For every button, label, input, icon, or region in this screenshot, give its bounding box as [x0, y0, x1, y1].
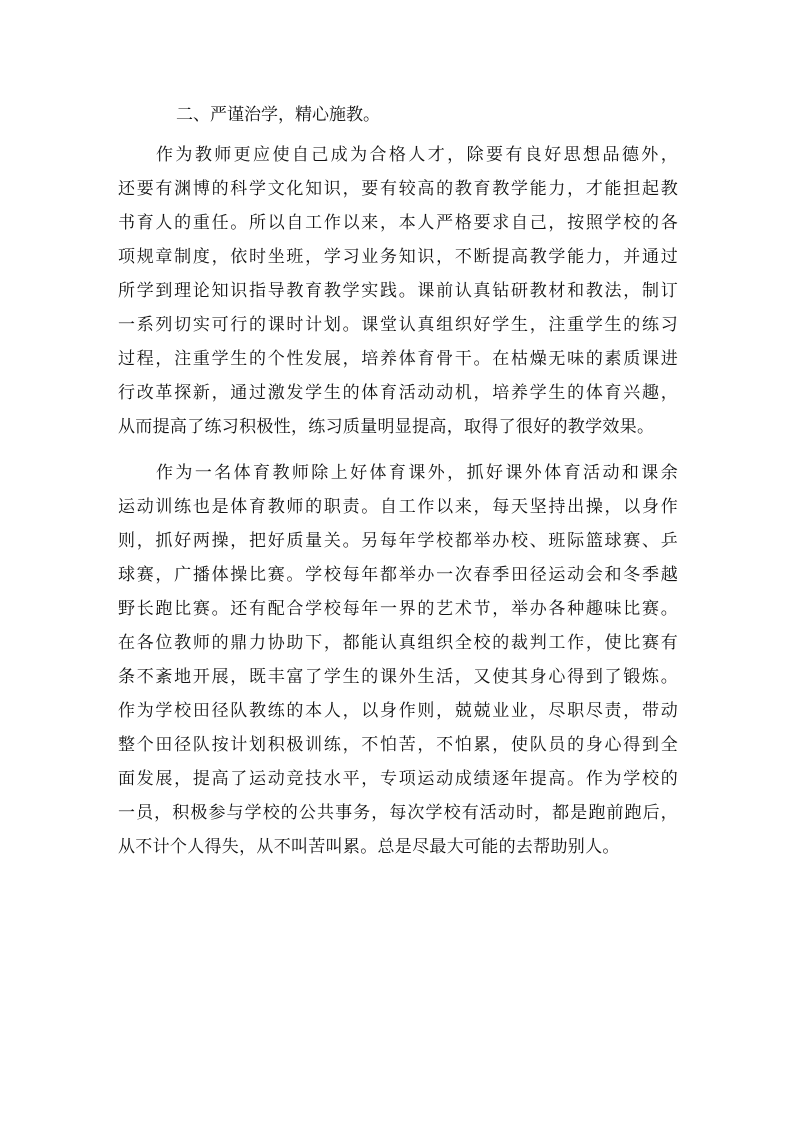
- paragraph-line: 一员，积极参与学校的公共事务，每次学校有活动时，都是跑前跑后，: [118, 803, 678, 823]
- paragraph-line: 运动训练也是体育教师的职责。自工作以来，每天坚持出操，以身作: [118, 497, 678, 517]
- paragraph-line: 还要有渊博的科学文化知识，要有较高的教育教学能力，才能担起教: [118, 179, 678, 199]
- paragraph-line: 在各位教师的鼎力协助下，都能认真组织全校的裁判工作，使比赛有: [118, 633, 678, 653]
- paragraph-line: 作为学校田径队教练的本人，以身作则，兢兢业业，尽职尽责，带动: [118, 701, 678, 721]
- paragraph-line: 过程，注重学生的个性发展，培养体育骨干。在枯燥无味的素质课进: [118, 349, 678, 369]
- paragraph-line: 行改革探新，通过激发学生的体育活动动机，培养学生的体育兴趣，: [118, 383, 678, 403]
- paragraph-line: 项规章制度，依时坐班，学习业务知识，不断提高教学能力，并通过: [118, 247, 678, 267]
- paragraph-line: 作为一名体育教师除上好体育课外，抓好课外体育活动和课余: [156, 463, 678, 483]
- document-body: [118, 98, 678, 864]
- section-heading: 二、严谨治学，精心施教。: [176, 105, 380, 125]
- paragraph-line: 野长跑比赛。还有配合学校每年一界的艺术节，举办各种趣味比赛。: [118, 599, 678, 619]
- paragraph-line: 则，抓好两操，把好质量关。另每年学校都举办校、班际篮球赛、乒: [118, 531, 678, 551]
- spacer: [118, 444, 678, 456]
- paragraph-line: 球赛，广播体操比赛。学校每年都举办一次春季田径运动会和冬季越: [118, 565, 678, 585]
- paragraph-2: [118, 456, 678, 864]
- paragraph-1: [118, 138, 678, 444]
- paragraph-line: 面发展，提高了运动竞技水平，专项运动成绩逐年提高。作为学校的: [118, 769, 678, 789]
- paragraph-line: 一系列切实可行的课时计划。课堂认真组织好学生，注重学生的练习: [118, 315, 678, 335]
- paragraph-line: 从而提高了练习积极性，练习质量明显提高，取得了很好的教学效果。: [118, 417, 655, 437]
- paragraph-line: 整个田径队按计划积极训练，不怕苦，不怕累，使队员的身心得到全: [118, 735, 678, 755]
- paragraph-line: 所学到理论知识指导教育教学实践。课前认真钻研教材和教法，制订: [118, 281, 678, 301]
- paragraph-line: 书育人的重任。所以自工作以来，本人严格要求自己，按照学校的各: [118, 213, 678, 233]
- paragraph-line: 条不紊地开展，既丰富了学生的课外生活，又使其身心得到了锻炼。: [118, 667, 678, 687]
- paragraph-line: 从不计个人得失，从不叫苦叫累。总是尽最大可能的去帮助别人。: [118, 837, 620, 857]
- paragraph-line: 作为教师更应使自己成为合格人才，除要有良好思想品德外，: [156, 145, 678, 165]
